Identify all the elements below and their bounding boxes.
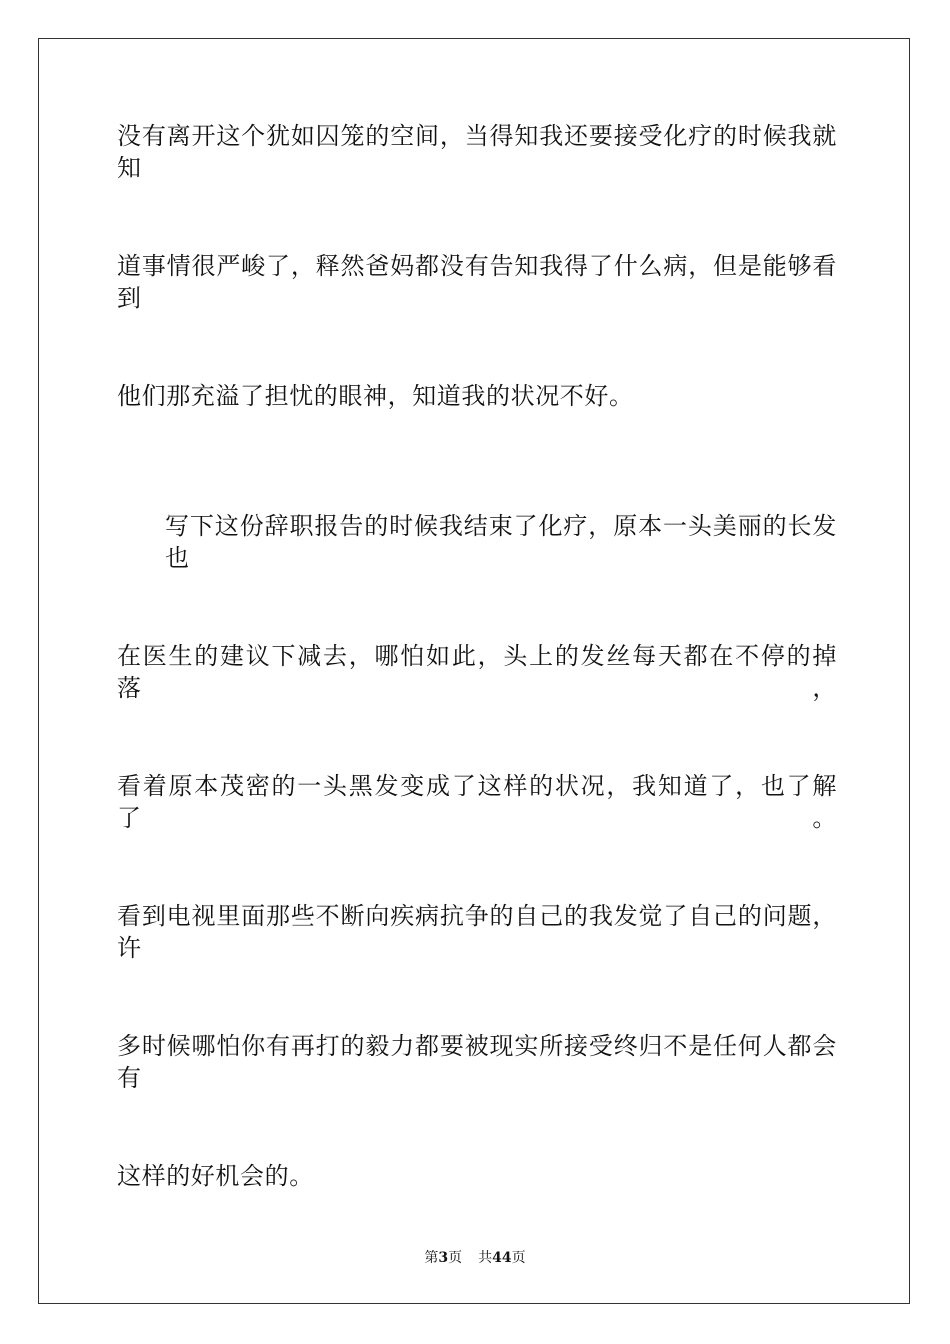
text-line-4: 写下这份辞职报告的时候我结束了化疗，原本一头美丽的长发也 bbox=[165, 512, 837, 572]
page-prefix: 第 bbox=[424, 1250, 439, 1266]
document-body bbox=[117, 120, 837, 1290]
text-line-8: 多时候哪怕你有再打的毅力都要被现实所接受终归不是任何人都会有 bbox=[117, 1032, 837, 1092]
text-line-9: 这样的好机会的。 bbox=[117, 1162, 314, 1190]
text-line-6: 看着原本茂密的一头黑发变成了这样的状况，我知道了，也了解了。 bbox=[117, 772, 837, 832]
text-line-7: 看到电视里面那些不断向疾病抗争的自己的我发觉了自己的问题，许 bbox=[117, 902, 837, 962]
text-line-2: 道事情很严峻了，释然爸妈都没有告知我得了什么病，但是能够看到 bbox=[117, 252, 837, 312]
text-line-3: 他们那充溢了担忧的眼神，知道我的状况不好。 bbox=[117, 382, 634, 410]
total-prefix: 共 bbox=[478, 1250, 493, 1266]
text-line-1: 没有离开这个犹如囚笼的空间，当得知我还要接受化疗的时候我就知 bbox=[117, 122, 837, 182]
total-pages: 44 bbox=[492, 1250, 512, 1266]
text-line-5: 在医生的建议下减去，哪怕如此，头上的发丝每天都在不停的掉落， bbox=[117, 642, 837, 702]
page-number: 3 bbox=[438, 1250, 449, 1266]
page-footer bbox=[0, 1248, 950, 1268]
page-suffix: 页 bbox=[448, 1250, 463, 1266]
total-suffix: 页 bbox=[511, 1250, 526, 1266]
